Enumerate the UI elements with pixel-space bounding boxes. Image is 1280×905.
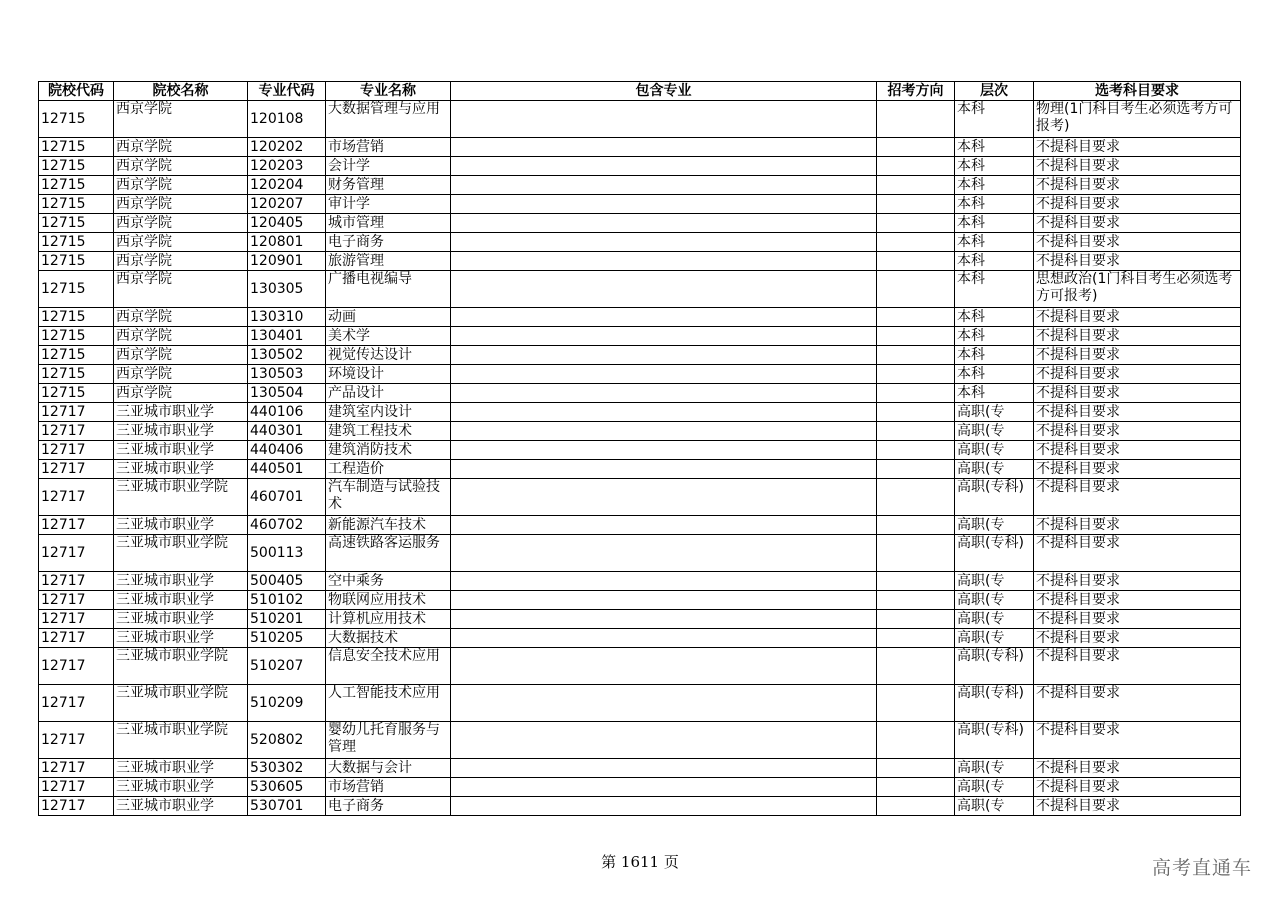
cell-direction	[877, 346, 955, 365]
cell-major-name: 信息安全技术应用	[326, 648, 451, 685]
table-row	[39, 176, 1241, 195]
cell-level: 高职(专	[955, 629, 1034, 648]
cell-subject-requirement: 不提科目要求	[1034, 535, 1241, 572]
cell-level: 本科	[955, 365, 1034, 384]
cell-school-name: 西京学院	[114, 327, 248, 346]
cell-major-code: 530302	[248, 759, 326, 778]
table-row	[39, 591, 1241, 610]
cell-school-name: 西京学院	[114, 214, 248, 233]
cell-level: 本科	[955, 271, 1034, 308]
cell-school-name: 三亚城市职业学	[114, 797, 248, 816]
cell-major-name: 电子商务	[326, 233, 451, 252]
table-row	[39, 365, 1241, 384]
cell-subject-requirement: 不提科目要求	[1034, 516, 1241, 535]
cell-school-code: 12715	[39, 252, 114, 271]
cell-major-name: 会计学	[326, 157, 451, 176]
cell-subject-requirement: 不提科目要求	[1034, 346, 1241, 365]
cell-school-name: 三亚城市职业学	[114, 759, 248, 778]
cell-included-majors	[451, 516, 877, 535]
cell-school-name: 三亚城市职业学	[114, 516, 248, 535]
cell-school-code: 12717	[39, 759, 114, 778]
cell-major-name: 人工智能技术应用	[326, 685, 451, 722]
cell-subject-requirement: 不提科目要求	[1034, 176, 1241, 195]
cell-direction	[877, 271, 955, 308]
cell-included-majors	[451, 572, 877, 591]
cell-school-name: 三亚城市职业学院	[114, 479, 248, 516]
header-major-name: 专业名称	[326, 82, 451, 101]
cell-level: 高职(专	[955, 441, 1034, 460]
header-row	[39, 82, 1241, 101]
cell-major-name: 环境设计	[326, 365, 451, 384]
table-row	[39, 572, 1241, 591]
cell-major-code: 120204	[248, 176, 326, 195]
cell-direction	[877, 759, 955, 778]
cell-included-majors	[451, 384, 877, 403]
cell-included-majors	[451, 441, 877, 460]
cell-subject-requirement: 不提科目要求	[1034, 685, 1241, 722]
cell-included-majors	[451, 252, 877, 271]
cell-included-majors	[451, 138, 877, 157]
cell-subject-requirement: 不提科目要求	[1034, 365, 1241, 384]
cell-major-name: 婴幼儿托育服务与管理	[326, 722, 451, 759]
cell-included-majors	[451, 327, 877, 346]
cell-school-code: 12715	[39, 214, 114, 233]
cell-included-majors	[451, 101, 877, 138]
cell-major-name: 视觉传达设计	[326, 346, 451, 365]
cell-major-code: 510201	[248, 610, 326, 629]
cell-subject-requirement: 不提科目要求	[1034, 233, 1241, 252]
cell-level: 高职(专	[955, 797, 1034, 816]
cell-subject-requirement: 不提科目要求	[1034, 403, 1241, 422]
cell-included-majors	[451, 759, 877, 778]
cell-school-name: 西京学院	[114, 233, 248, 252]
cell-subject-requirement: 不提科目要求	[1034, 629, 1241, 648]
cell-level: 本科	[955, 157, 1034, 176]
cell-level: 高职(专	[955, 460, 1034, 479]
cell-subject-requirement: 物理(1门科目考生必须选考方可报考)	[1034, 101, 1241, 138]
cell-direction	[877, 308, 955, 327]
cell-included-majors	[451, 591, 877, 610]
table-row	[39, 252, 1241, 271]
cell-school-name: 三亚城市职业学院	[114, 535, 248, 572]
table-row	[39, 327, 1241, 346]
cell-major-code: 120207	[248, 195, 326, 214]
cell-school-name: 三亚城市职业学院	[114, 722, 248, 759]
cell-included-majors	[451, 685, 877, 722]
cell-major-code: 130401	[248, 327, 326, 346]
table-row	[39, 271, 1241, 308]
table-row	[39, 233, 1241, 252]
cell-direction	[877, 479, 955, 516]
admission-table	[38, 81, 1241, 816]
cell-subject-requirement: 不提科目要求	[1034, 572, 1241, 591]
cell-level: 高职(专科)	[955, 648, 1034, 685]
cell-school-code: 12717	[39, 460, 114, 479]
cell-school-code: 12715	[39, 176, 114, 195]
table-row	[39, 422, 1241, 441]
cell-school-name: 西京学院	[114, 138, 248, 157]
table-row	[39, 629, 1241, 648]
cell-direction	[877, 535, 955, 572]
cell-subject-requirement: 不提科目要求	[1034, 648, 1241, 685]
cell-subject-requirement: 不提科目要求	[1034, 479, 1241, 516]
cell-level: 高职(专科)	[955, 535, 1034, 572]
cell-major-code: 440501	[248, 460, 326, 479]
cell-school-name: 西京学院	[114, 384, 248, 403]
cell-school-name: 三亚城市职业学	[114, 591, 248, 610]
cell-direction	[877, 214, 955, 233]
cell-major-name: 大数据管理与应用	[326, 101, 451, 138]
cell-school-code: 12717	[39, 629, 114, 648]
table-row	[39, 479, 1241, 516]
cell-major-code: 530605	[248, 778, 326, 797]
cell-level: 高职(专	[955, 572, 1034, 591]
cell-major-code: 120108	[248, 101, 326, 138]
cell-included-majors	[451, 535, 877, 572]
cell-major-code: 130503	[248, 365, 326, 384]
header-school-code: 院校代码	[39, 82, 114, 101]
cell-school-code: 12715	[39, 195, 114, 214]
cell-school-code: 12717	[39, 516, 114, 535]
table-row	[39, 648, 1241, 685]
cell-direction	[877, 157, 955, 176]
cell-major-code: 510209	[248, 685, 326, 722]
cell-major-name: 财务管理	[326, 176, 451, 195]
cell-school-code: 12715	[39, 233, 114, 252]
cell-subject-requirement: 不提科目要求	[1034, 384, 1241, 403]
cell-school-code: 12717	[39, 441, 114, 460]
cell-school-code: 12717	[39, 685, 114, 722]
cell-level: 本科	[955, 327, 1034, 346]
cell-included-majors	[451, 422, 877, 441]
cell-school-name: 西京学院	[114, 252, 248, 271]
cell-included-majors	[451, 797, 877, 816]
cell-major-name: 建筑工程技术	[326, 422, 451, 441]
page-number: 第 1611 页	[601, 853, 679, 871]
cell-level: 本科	[955, 346, 1034, 365]
cell-subject-requirement: 不提科目要求	[1034, 327, 1241, 346]
cell-direction	[877, 176, 955, 195]
cell-major-name: 汽车制造与试验技术	[326, 479, 451, 516]
cell-major-code: 510205	[248, 629, 326, 648]
cell-major-code: 460702	[248, 516, 326, 535]
cell-school-name: 西京学院	[114, 176, 248, 195]
cell-level: 高职(专科)	[955, 722, 1034, 759]
cell-school-code: 12717	[39, 722, 114, 759]
cell-subject-requirement: 不提科目要求	[1034, 138, 1241, 157]
header-level: 层次	[955, 82, 1034, 101]
cell-major-code: 460701	[248, 479, 326, 516]
table-row	[39, 759, 1241, 778]
cell-direction	[877, 629, 955, 648]
cell-included-majors	[451, 271, 877, 308]
cell-school-code: 12717	[39, 610, 114, 629]
cell-major-code: 120901	[248, 252, 326, 271]
cell-direction	[877, 460, 955, 479]
table-body	[39, 101, 1241, 816]
cell-major-name: 建筑室内设计	[326, 403, 451, 422]
cell-subject-requirement: 不提科目要求	[1034, 195, 1241, 214]
table-row	[39, 101, 1241, 138]
cell-school-code: 12717	[39, 535, 114, 572]
cell-direction	[877, 138, 955, 157]
cell-subject-requirement: 不提科目要求	[1034, 591, 1241, 610]
cell-subject-requirement: 思想政治(1门科目考生必须选考方可报考)	[1034, 271, 1241, 308]
cell-school-name: 三亚城市职业学	[114, 610, 248, 629]
table-row	[39, 403, 1241, 422]
cell-major-name: 高速铁路客运服务	[326, 535, 451, 572]
cell-included-majors	[451, 308, 877, 327]
cell-major-code: 130305	[248, 271, 326, 308]
cell-major-name: 动画	[326, 308, 451, 327]
cell-major-name: 空中乘务	[326, 572, 451, 591]
cell-direction	[877, 685, 955, 722]
table-row	[39, 685, 1241, 722]
cell-school-code: 12717	[39, 648, 114, 685]
cell-level: 高职(专	[955, 403, 1034, 422]
cell-school-code: 12715	[39, 384, 114, 403]
cell-major-code: 510207	[248, 648, 326, 685]
cell-major-code: 130502	[248, 346, 326, 365]
cell-level: 高职(专	[955, 759, 1034, 778]
cell-school-code: 12717	[39, 778, 114, 797]
cell-major-name: 建筑消防技术	[326, 441, 451, 460]
cell-subject-requirement: 不提科目要求	[1034, 252, 1241, 271]
cell-subject-requirement: 不提科目要求	[1034, 157, 1241, 176]
cell-school-code: 12717	[39, 422, 114, 441]
cell-major-name: 大数据与会计	[326, 759, 451, 778]
cell-major-name: 广播电视编导	[326, 271, 451, 308]
cell-major-code: 530701	[248, 797, 326, 816]
table-row	[39, 778, 1241, 797]
cell-school-name: 西京学院	[114, 271, 248, 308]
cell-school-name: 西京学院	[114, 308, 248, 327]
cell-included-majors	[451, 778, 877, 797]
cell-subject-requirement: 不提科目要求	[1034, 460, 1241, 479]
cell-subject-requirement: 不提科目要求	[1034, 778, 1241, 797]
cell-school-code: 12715	[39, 308, 114, 327]
cell-included-majors	[451, 460, 877, 479]
cell-included-majors	[451, 365, 877, 384]
header-major-code: 专业代码	[248, 82, 326, 101]
cell-level: 本科	[955, 195, 1034, 214]
cell-major-code: 440301	[248, 422, 326, 441]
cell-level: 高职(专	[955, 610, 1034, 629]
cell-included-majors	[451, 176, 877, 195]
cell-level: 本科	[955, 101, 1034, 138]
cell-major-name: 城市管理	[326, 214, 451, 233]
cell-included-majors	[451, 648, 877, 685]
cell-direction	[877, 722, 955, 759]
cell-direction	[877, 648, 955, 685]
table-row	[39, 797, 1241, 816]
cell-subject-requirement: 不提科目要求	[1034, 422, 1241, 441]
cell-subject-requirement: 不提科目要求	[1034, 308, 1241, 327]
cell-direction	[877, 591, 955, 610]
cell-level: 高职(专科)	[955, 685, 1034, 722]
cell-level: 高职(专	[955, 422, 1034, 441]
cell-school-name: 三亚城市职业学	[114, 778, 248, 797]
table-row	[39, 214, 1241, 233]
header-direction: 招考方向	[877, 82, 955, 101]
cell-school-code: 12715	[39, 327, 114, 346]
table-row	[39, 346, 1241, 365]
cell-included-majors	[451, 610, 877, 629]
cell-major-code: 440106	[248, 403, 326, 422]
cell-school-code: 12717	[39, 403, 114, 422]
cell-major-name: 工程造价	[326, 460, 451, 479]
cell-major-code: 120801	[248, 233, 326, 252]
cell-direction	[877, 422, 955, 441]
table-row	[39, 384, 1241, 403]
header-included-majors: 包含专业	[451, 82, 877, 101]
cell-included-majors	[451, 403, 877, 422]
cell-school-code: 12717	[39, 479, 114, 516]
cell-major-name: 大数据技术	[326, 629, 451, 648]
table-row	[39, 460, 1241, 479]
cell-school-code: 12715	[39, 365, 114, 384]
cell-school-name: 西京学院	[114, 365, 248, 384]
cell-direction	[877, 327, 955, 346]
cell-level: 本科	[955, 384, 1034, 403]
cell-school-name: 西京学院	[114, 195, 248, 214]
cell-direction	[877, 778, 955, 797]
cell-school-code: 12715	[39, 271, 114, 308]
cell-included-majors	[451, 214, 877, 233]
cell-school-name: 三亚城市职业学	[114, 422, 248, 441]
cell-level: 高职(专	[955, 591, 1034, 610]
cell-direction	[877, 610, 955, 629]
cell-school-name: 三亚城市职业学	[114, 572, 248, 591]
cell-school-code: 12717	[39, 797, 114, 816]
cell-major-name: 市场营销	[326, 138, 451, 157]
cell-level: 本科	[955, 214, 1034, 233]
cell-subject-requirement: 不提科目要求	[1034, 722, 1241, 759]
cell-school-code: 12715	[39, 101, 114, 138]
cell-level: 本科	[955, 233, 1034, 252]
cell-major-code: 120203	[248, 157, 326, 176]
cell-direction	[877, 441, 955, 460]
cell-major-name: 物联网应用技术	[326, 591, 451, 610]
cell-major-code: 120405	[248, 214, 326, 233]
cell-school-code: 12715	[39, 157, 114, 176]
table-row	[39, 535, 1241, 572]
table-row	[39, 138, 1241, 157]
table-row	[39, 722, 1241, 759]
cell-level: 本科	[955, 308, 1034, 327]
table-row	[39, 610, 1241, 629]
table-row	[39, 516, 1241, 535]
cell-school-code: 12717	[39, 572, 114, 591]
cell-direction	[877, 365, 955, 384]
cell-school-name: 西京学院	[114, 346, 248, 365]
table-row	[39, 195, 1241, 214]
cell-school-name: 西京学院	[114, 101, 248, 138]
cell-school-name: 三亚城市职业学	[114, 403, 248, 422]
cell-level: 高职(专	[955, 516, 1034, 535]
cell-included-majors	[451, 722, 877, 759]
cell-major-code: 130310	[248, 308, 326, 327]
cell-major-name: 审计学	[326, 195, 451, 214]
cell-major-name: 美术学	[326, 327, 451, 346]
cell-direction	[877, 403, 955, 422]
cell-included-majors	[451, 157, 877, 176]
cell-direction	[877, 797, 955, 816]
cell-major-code: 520802	[248, 722, 326, 759]
table-row	[39, 308, 1241, 327]
cell-school-code: 12717	[39, 591, 114, 610]
cell-school-code: 12715	[39, 346, 114, 365]
cell-subject-requirement: 不提科目要求	[1034, 610, 1241, 629]
cell-subject-requirement: 不提科目要求	[1034, 759, 1241, 778]
cell-level: 高职(专科)	[955, 479, 1034, 516]
cell-direction	[877, 384, 955, 403]
cell-major-code: 500405	[248, 572, 326, 591]
cell-school-name: 三亚城市职业学院	[114, 685, 248, 722]
cell-major-code: 130504	[248, 384, 326, 403]
cell-level: 本科	[955, 252, 1034, 271]
cell-major-name: 电子商务	[326, 797, 451, 816]
cell-included-majors	[451, 195, 877, 214]
cell-level: 高职(专	[955, 778, 1034, 797]
cell-major-code: 500113	[248, 535, 326, 572]
cell-major-name: 新能源汽车技术	[326, 516, 451, 535]
cell-major-name: 计算机应用技术	[326, 610, 451, 629]
cell-level: 本科	[955, 138, 1034, 157]
cell-included-majors	[451, 233, 877, 252]
cell-major-name: 产品设计	[326, 384, 451, 403]
cell-direction	[877, 101, 955, 138]
header-subject-requirement: 选考科目要求	[1034, 82, 1241, 101]
cell-direction	[877, 516, 955, 535]
cell-major-code: 510102	[248, 591, 326, 610]
cell-direction	[877, 233, 955, 252]
cell-included-majors	[451, 479, 877, 516]
cell-school-name: 西京学院	[114, 157, 248, 176]
cell-subject-requirement: 不提科目要求	[1034, 797, 1241, 816]
cell-subject-requirement: 不提科目要求	[1034, 214, 1241, 233]
cell-major-name: 市场营销	[326, 778, 451, 797]
table-row	[39, 441, 1241, 460]
cell-included-majors	[451, 346, 877, 365]
watermark: 高考直通车	[1151, 857, 1252, 879]
cell-included-majors	[451, 629, 877, 648]
cell-direction	[877, 572, 955, 591]
cell-school-name: 三亚城市职业学院	[114, 648, 248, 685]
cell-major-code: 120202	[248, 138, 326, 157]
cell-direction	[877, 252, 955, 271]
cell-school-name: 三亚城市职业学	[114, 441, 248, 460]
table-row	[39, 157, 1241, 176]
cell-subject-requirement: 不提科目要求	[1034, 441, 1241, 460]
cell-direction	[877, 195, 955, 214]
header-school-name: 院校名称	[114, 82, 248, 101]
cell-school-name: 三亚城市职业学	[114, 629, 248, 648]
cell-school-name: 三亚城市职业学	[114, 460, 248, 479]
cell-major-code: 440406	[248, 441, 326, 460]
cell-school-code: 12715	[39, 138, 114, 157]
cell-major-name: 旅游管理	[326, 252, 451, 271]
cell-level: 本科	[955, 176, 1034, 195]
